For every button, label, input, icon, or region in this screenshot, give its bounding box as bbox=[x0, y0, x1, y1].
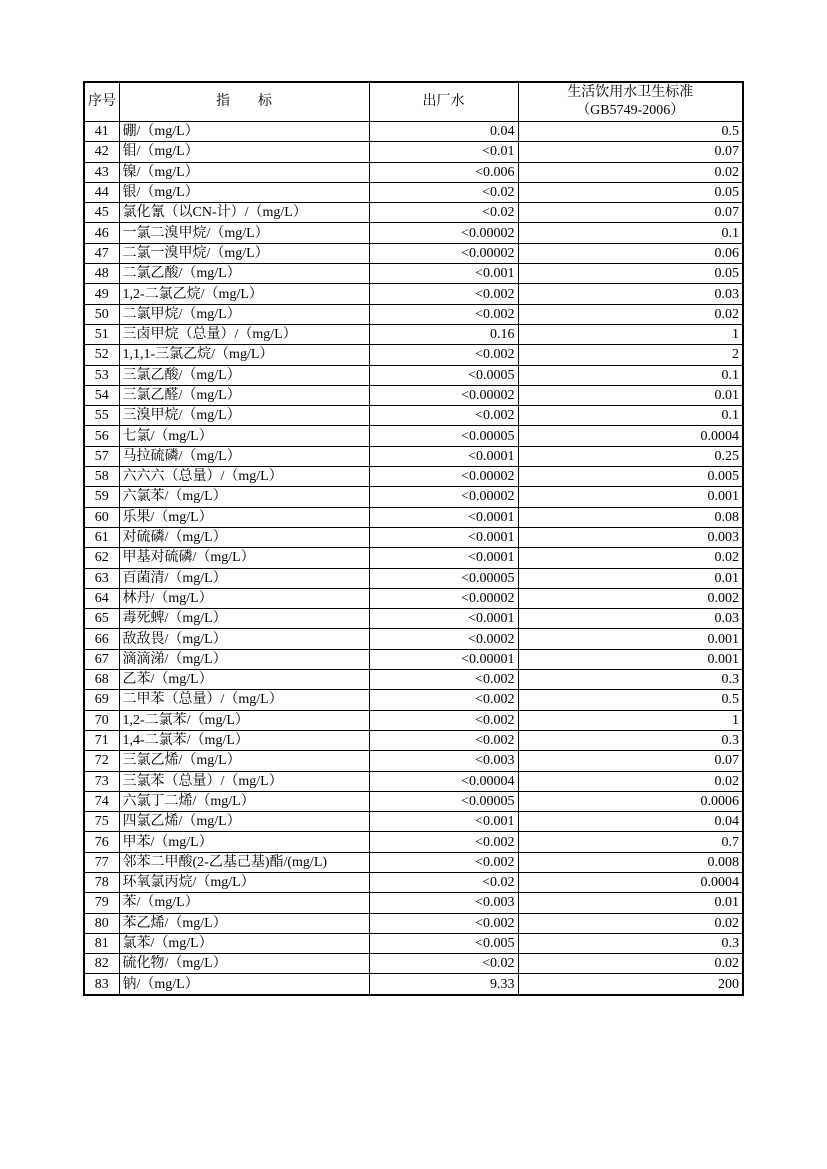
cell-standard-limit: 1 bbox=[518, 324, 743, 344]
cell-standard-limit: 0.02 bbox=[518, 162, 743, 182]
cell-factory-water-value: <0.003 bbox=[369, 751, 518, 771]
cell-serial-number: 70 bbox=[84, 710, 119, 730]
cell-serial-number: 55 bbox=[84, 406, 119, 426]
cell-serial-number: 60 bbox=[84, 507, 119, 527]
table-row bbox=[84, 710, 743, 730]
cell-factory-water-value: 0.16 bbox=[369, 324, 518, 344]
cell-standard-limit: 0.02 bbox=[518, 913, 743, 933]
cell-factory-water-value: <0.00002 bbox=[369, 385, 518, 405]
cell-factory-water-value: <0.00005 bbox=[369, 426, 518, 446]
header-row bbox=[84, 82, 743, 122]
cell-indicator-name: 1,2-二氯乙烷/（mg/L） bbox=[119, 284, 369, 304]
cell-indicator-name: 1,4-二氯苯/（mg/L） bbox=[119, 730, 369, 750]
cell-factory-water-value: <0.002 bbox=[369, 345, 518, 365]
cell-standard-limit: 0.1 bbox=[518, 365, 743, 385]
cell-serial-number: 42 bbox=[84, 142, 119, 162]
cell-serial-number: 61 bbox=[84, 527, 119, 547]
cell-serial-number: 48 bbox=[84, 264, 119, 284]
cell-indicator-name: 氯苯/（mg/L） bbox=[119, 933, 369, 953]
table-row bbox=[84, 832, 743, 852]
table-row bbox=[84, 345, 743, 365]
cell-factory-water-value: <0.00005 bbox=[369, 791, 518, 811]
cell-indicator-name: 二氯甲烷/（mg/L） bbox=[119, 304, 369, 324]
cell-standard-limit: 0.7 bbox=[518, 832, 743, 852]
table-row bbox=[84, 203, 743, 223]
cell-indicator-name: 对硫磷/（mg/L） bbox=[119, 527, 369, 547]
cell-serial-number: 73 bbox=[84, 771, 119, 791]
cell-serial-number: 68 bbox=[84, 670, 119, 690]
cell-factory-water-value: <0.001 bbox=[369, 264, 518, 284]
cell-indicator-name: 四氯乙烯/（mg/L） bbox=[119, 812, 369, 832]
cell-standard-limit: 0.002 bbox=[518, 588, 743, 608]
cell-indicator-name: 三卤甲烷（总量）/（mg/L） bbox=[119, 324, 369, 344]
cell-standard-limit: 0.07 bbox=[518, 751, 743, 771]
cell-factory-water-value: <0.0001 bbox=[369, 527, 518, 547]
cell-factory-water-value: 0.04 bbox=[369, 122, 518, 142]
cell-serial-number: 56 bbox=[84, 426, 119, 446]
cell-indicator-name: 马拉硫磷/（mg/L） bbox=[119, 446, 369, 466]
cell-indicator-name: 苯乙烯/（mg/L） bbox=[119, 913, 369, 933]
cell-serial-number: 45 bbox=[84, 203, 119, 223]
cell-serial-number: 72 bbox=[84, 751, 119, 771]
cell-factory-water-value: <0.002 bbox=[369, 913, 518, 933]
cell-standard-limit: 0.08 bbox=[518, 507, 743, 527]
cell-serial-number: 79 bbox=[84, 893, 119, 913]
cell-indicator-name: 乙苯/（mg/L） bbox=[119, 670, 369, 690]
table-row bbox=[84, 487, 743, 507]
table-row bbox=[84, 527, 743, 547]
cell-indicator-name: 林丹/（mg/L） bbox=[119, 588, 369, 608]
cell-serial-number: 80 bbox=[84, 913, 119, 933]
cell-serial-number: 51 bbox=[84, 324, 119, 344]
cell-indicator-name: 敌敌畏/（mg/L） bbox=[119, 629, 369, 649]
cell-factory-water-value: <0.002 bbox=[369, 304, 518, 324]
cell-indicator-name: 钼/（mg/L） bbox=[119, 142, 369, 162]
cell-indicator-name: 环氧氯丙烷/（mg/L） bbox=[119, 872, 369, 892]
table-body bbox=[84, 122, 743, 995]
cell-serial-number: 69 bbox=[84, 690, 119, 710]
cell-serial-number: 82 bbox=[84, 954, 119, 974]
water-quality-table bbox=[83, 81, 744, 996]
cell-serial-number: 71 bbox=[84, 730, 119, 750]
table-row bbox=[84, 568, 743, 588]
cell-indicator-name: 邻苯二甲酸(2-乙基己基)酯/(mg/L) bbox=[119, 852, 369, 872]
table-row bbox=[84, 629, 743, 649]
cell-serial-number: 64 bbox=[84, 588, 119, 608]
cell-factory-water-value: <0.02 bbox=[369, 872, 518, 892]
cell-indicator-name: 三氯苯（总量）/（mg/L） bbox=[119, 771, 369, 791]
cell-standard-limit: 0.003 bbox=[518, 527, 743, 547]
cell-factory-water-value: <0.02 bbox=[369, 182, 518, 202]
table-header bbox=[84, 82, 743, 122]
cell-factory-water-value: <0.002 bbox=[369, 730, 518, 750]
cell-indicator-name: 一氯二溴甲烷/（mg/L） bbox=[119, 223, 369, 243]
cell-indicator-name: 百菌清/（mg/L） bbox=[119, 568, 369, 588]
cell-standard-limit: 0.01 bbox=[518, 568, 743, 588]
cell-standard-limit: 0.5 bbox=[518, 690, 743, 710]
table-row bbox=[84, 182, 743, 202]
cell-standard-limit: 0.1 bbox=[518, 406, 743, 426]
cell-factory-water-value: <0.002 bbox=[369, 284, 518, 304]
cell-factory-water-value: <0.0002 bbox=[369, 629, 518, 649]
cell-factory-water-value: <0.006 bbox=[369, 162, 518, 182]
cell-serial-number: 67 bbox=[84, 649, 119, 669]
cell-standard-limit: 0.0004 bbox=[518, 872, 743, 892]
cell-serial-number: 57 bbox=[84, 446, 119, 466]
cell-serial-number: 77 bbox=[84, 852, 119, 872]
cell-indicator-name: 银/（mg/L） bbox=[119, 182, 369, 202]
table-row bbox=[84, 872, 743, 892]
cell-standard-limit: 0.25 bbox=[518, 446, 743, 466]
cell-serial-number: 76 bbox=[84, 832, 119, 852]
table-row bbox=[84, 446, 743, 466]
cell-serial-number: 74 bbox=[84, 791, 119, 811]
cell-factory-water-value: <0.02 bbox=[369, 954, 518, 974]
cell-standard-limit: 0.3 bbox=[518, 670, 743, 690]
cell-standard-limit: 0.04 bbox=[518, 812, 743, 832]
table-row bbox=[84, 122, 743, 142]
table-row bbox=[84, 954, 743, 974]
table-row bbox=[84, 324, 743, 344]
cell-standard-limit: 0.1 bbox=[518, 223, 743, 243]
cell-standard-limit: 0.0006 bbox=[518, 791, 743, 811]
header-factory-water: 出厂水 bbox=[369, 82, 518, 122]
cell-serial-number: 63 bbox=[84, 568, 119, 588]
cell-indicator-name: 1,1,1-三氯乙烷/（mg/L） bbox=[119, 345, 369, 365]
cell-standard-limit: 0.06 bbox=[518, 243, 743, 263]
cell-indicator-name: 滴滴涕/（mg/L） bbox=[119, 649, 369, 669]
cell-indicator-name: 三氯乙酸/（mg/L） bbox=[119, 365, 369, 385]
cell-serial-number: 66 bbox=[84, 629, 119, 649]
cell-standard-limit: 0.02 bbox=[518, 954, 743, 974]
cell-serial-number: 46 bbox=[84, 223, 119, 243]
table-row bbox=[84, 751, 743, 771]
cell-serial-number: 59 bbox=[84, 487, 119, 507]
cell-factory-water-value: <0.0001 bbox=[369, 507, 518, 527]
cell-factory-water-value: <0.002 bbox=[369, 406, 518, 426]
cell-standard-limit: 0.001 bbox=[518, 649, 743, 669]
cell-indicator-name: 六六六（总量）/（mg/L） bbox=[119, 467, 369, 487]
cell-factory-water-value: <0.00002 bbox=[369, 467, 518, 487]
cell-factory-water-value: 9.33 bbox=[369, 974, 518, 995]
cell-indicator-name: 六氯丁二烯/（mg/L） bbox=[119, 791, 369, 811]
table-row bbox=[84, 771, 743, 791]
cell-factory-water-value: <0.005 bbox=[369, 933, 518, 953]
cell-standard-limit: 0.001 bbox=[518, 487, 743, 507]
table-row bbox=[84, 649, 743, 669]
table-row bbox=[84, 690, 743, 710]
cell-factory-water-value: <0.002 bbox=[369, 710, 518, 730]
cell-standard-limit: 0.5 bbox=[518, 122, 743, 142]
table-row bbox=[84, 467, 743, 487]
header-no: 序号 bbox=[84, 82, 119, 122]
cell-indicator-name: 三溴甲烷/（mg/L） bbox=[119, 406, 369, 426]
cell-factory-water-value: <0.0001 bbox=[369, 548, 518, 568]
cell-serial-number: 58 bbox=[84, 467, 119, 487]
cell-factory-water-value: <0.002 bbox=[369, 832, 518, 852]
cell-indicator-name: 二氯一溴甲烷/（mg/L） bbox=[119, 243, 369, 263]
cell-indicator-name: 氯化氰（以CN-计）/（mg/L） bbox=[119, 203, 369, 223]
cell-indicator-name: 七氯/（mg/L） bbox=[119, 426, 369, 446]
cell-factory-water-value: <0.00002 bbox=[369, 588, 518, 608]
table-row bbox=[84, 284, 743, 304]
cell-serial-number: 54 bbox=[84, 385, 119, 405]
header-standard-line2: （GB5749-2006） bbox=[576, 103, 685, 118]
cell-factory-water-value: <0.0001 bbox=[369, 609, 518, 629]
table-row bbox=[84, 365, 743, 385]
cell-standard-limit: 0.03 bbox=[518, 609, 743, 629]
cell-indicator-name: 毒死蜱/（mg/L） bbox=[119, 609, 369, 629]
cell-indicator-name: 三氯乙烯/（mg/L） bbox=[119, 751, 369, 771]
table-row bbox=[84, 223, 743, 243]
header-standard-line1: 生活饮用水卫生标准 bbox=[567, 85, 694, 100]
cell-serial-number: 81 bbox=[84, 933, 119, 953]
cell-serial-number: 52 bbox=[84, 345, 119, 365]
table-row bbox=[84, 304, 743, 324]
cell-serial-number: 44 bbox=[84, 182, 119, 202]
cell-standard-limit: 0.001 bbox=[518, 629, 743, 649]
cell-standard-limit: 0.02 bbox=[518, 771, 743, 791]
cell-standard-limit: 0.3 bbox=[518, 933, 743, 953]
cell-serial-number: 49 bbox=[84, 284, 119, 304]
table-row bbox=[84, 933, 743, 953]
cell-standard-limit: 0.05 bbox=[518, 182, 743, 202]
cell-indicator-name: 硼/（mg/L） bbox=[119, 122, 369, 142]
cell-factory-water-value: <0.00002 bbox=[369, 487, 518, 507]
cell-factory-water-value: <0.00002 bbox=[369, 243, 518, 263]
table-row bbox=[84, 791, 743, 811]
cell-standard-limit: 0.07 bbox=[518, 142, 743, 162]
cell-indicator-name: 乐果/（mg/L） bbox=[119, 507, 369, 527]
cell-standard-limit: 2 bbox=[518, 345, 743, 365]
cell-standard-limit: 0.02 bbox=[518, 304, 743, 324]
cell-factory-water-value: <0.0001 bbox=[369, 446, 518, 466]
cell-factory-water-value: <0.01 bbox=[369, 142, 518, 162]
cell-factory-water-value: <0.02 bbox=[369, 203, 518, 223]
cell-factory-water-value: <0.001 bbox=[369, 812, 518, 832]
cell-factory-water-value: <0.00005 bbox=[369, 568, 518, 588]
cell-standard-limit: 0.07 bbox=[518, 203, 743, 223]
cell-indicator-name: 1,2-二氯苯/（mg/L） bbox=[119, 710, 369, 730]
cell-standard-limit: 200 bbox=[518, 974, 743, 995]
cell-serial-number: 62 bbox=[84, 548, 119, 568]
cell-factory-water-value: <0.00004 bbox=[369, 771, 518, 791]
cell-serial-number: 53 bbox=[84, 365, 119, 385]
cell-factory-water-value: <0.0005 bbox=[369, 365, 518, 385]
cell-standard-limit: 0.3 bbox=[518, 730, 743, 750]
table-row bbox=[84, 730, 743, 750]
cell-indicator-name: 二氯乙酸/（mg/L） bbox=[119, 264, 369, 284]
table-row bbox=[84, 893, 743, 913]
cell-serial-number: 65 bbox=[84, 609, 119, 629]
header-indicator: 指 标 bbox=[119, 82, 369, 122]
table-row bbox=[84, 507, 743, 527]
cell-serial-number: 41 bbox=[84, 122, 119, 142]
cell-standard-limit: 0.005 bbox=[518, 467, 743, 487]
cell-indicator-name: 硫化物/（mg/L） bbox=[119, 954, 369, 974]
cell-factory-water-value: <0.002 bbox=[369, 690, 518, 710]
cell-standard-limit: 1 bbox=[518, 710, 743, 730]
table-row bbox=[84, 548, 743, 568]
table-row bbox=[84, 974, 743, 995]
table-row bbox=[84, 162, 743, 182]
table-row bbox=[84, 264, 743, 284]
cell-serial-number: 78 bbox=[84, 872, 119, 892]
table-row bbox=[84, 852, 743, 872]
cell-factory-water-value: <0.002 bbox=[369, 852, 518, 872]
cell-factory-water-value: <0.003 bbox=[369, 893, 518, 913]
cell-standard-limit: 0.03 bbox=[518, 284, 743, 304]
cell-standard-limit: 0.02 bbox=[518, 548, 743, 568]
cell-standard-limit: 0.01 bbox=[518, 385, 743, 405]
cell-standard-limit: 0.0004 bbox=[518, 426, 743, 446]
cell-standard-limit: 0.008 bbox=[518, 852, 743, 872]
cell-indicator-name: 六氯苯/（mg/L） bbox=[119, 487, 369, 507]
cell-factory-water-value: <0.002 bbox=[369, 670, 518, 690]
table-row bbox=[84, 406, 743, 426]
table-row bbox=[84, 913, 743, 933]
cell-indicator-name: 甲基对硫磷/（mg/L） bbox=[119, 548, 369, 568]
cell-standard-limit: 0.05 bbox=[518, 264, 743, 284]
table-row bbox=[84, 670, 743, 690]
table-row bbox=[84, 385, 743, 405]
cell-factory-water-value: <0.00001 bbox=[369, 649, 518, 669]
table-row bbox=[84, 426, 743, 446]
cell-indicator-name: 甲苯/（mg/L） bbox=[119, 832, 369, 852]
table-row bbox=[84, 243, 743, 263]
header-standard bbox=[518, 82, 743, 122]
cell-indicator-name: 镍/（mg/L） bbox=[119, 162, 369, 182]
cell-factory-water-value: <0.00002 bbox=[369, 223, 518, 243]
cell-indicator-name: 苯/（mg/L） bbox=[119, 893, 369, 913]
cell-standard-limit: 0.01 bbox=[518, 893, 743, 913]
cell-serial-number: 43 bbox=[84, 162, 119, 182]
cell-serial-number: 75 bbox=[84, 812, 119, 832]
table-row bbox=[84, 609, 743, 629]
table-row bbox=[84, 588, 743, 608]
table-row bbox=[84, 812, 743, 832]
cell-indicator-name: 二甲苯（总量）/（mg/L） bbox=[119, 690, 369, 710]
cell-serial-number: 83 bbox=[84, 974, 119, 995]
cell-indicator-name: 钠/（mg/L） bbox=[119, 974, 369, 995]
cell-indicator-name: 三氯乙醛/（mg/L） bbox=[119, 385, 369, 405]
table-row bbox=[84, 142, 743, 162]
cell-serial-number: 47 bbox=[84, 243, 119, 263]
cell-serial-number: 50 bbox=[84, 304, 119, 324]
